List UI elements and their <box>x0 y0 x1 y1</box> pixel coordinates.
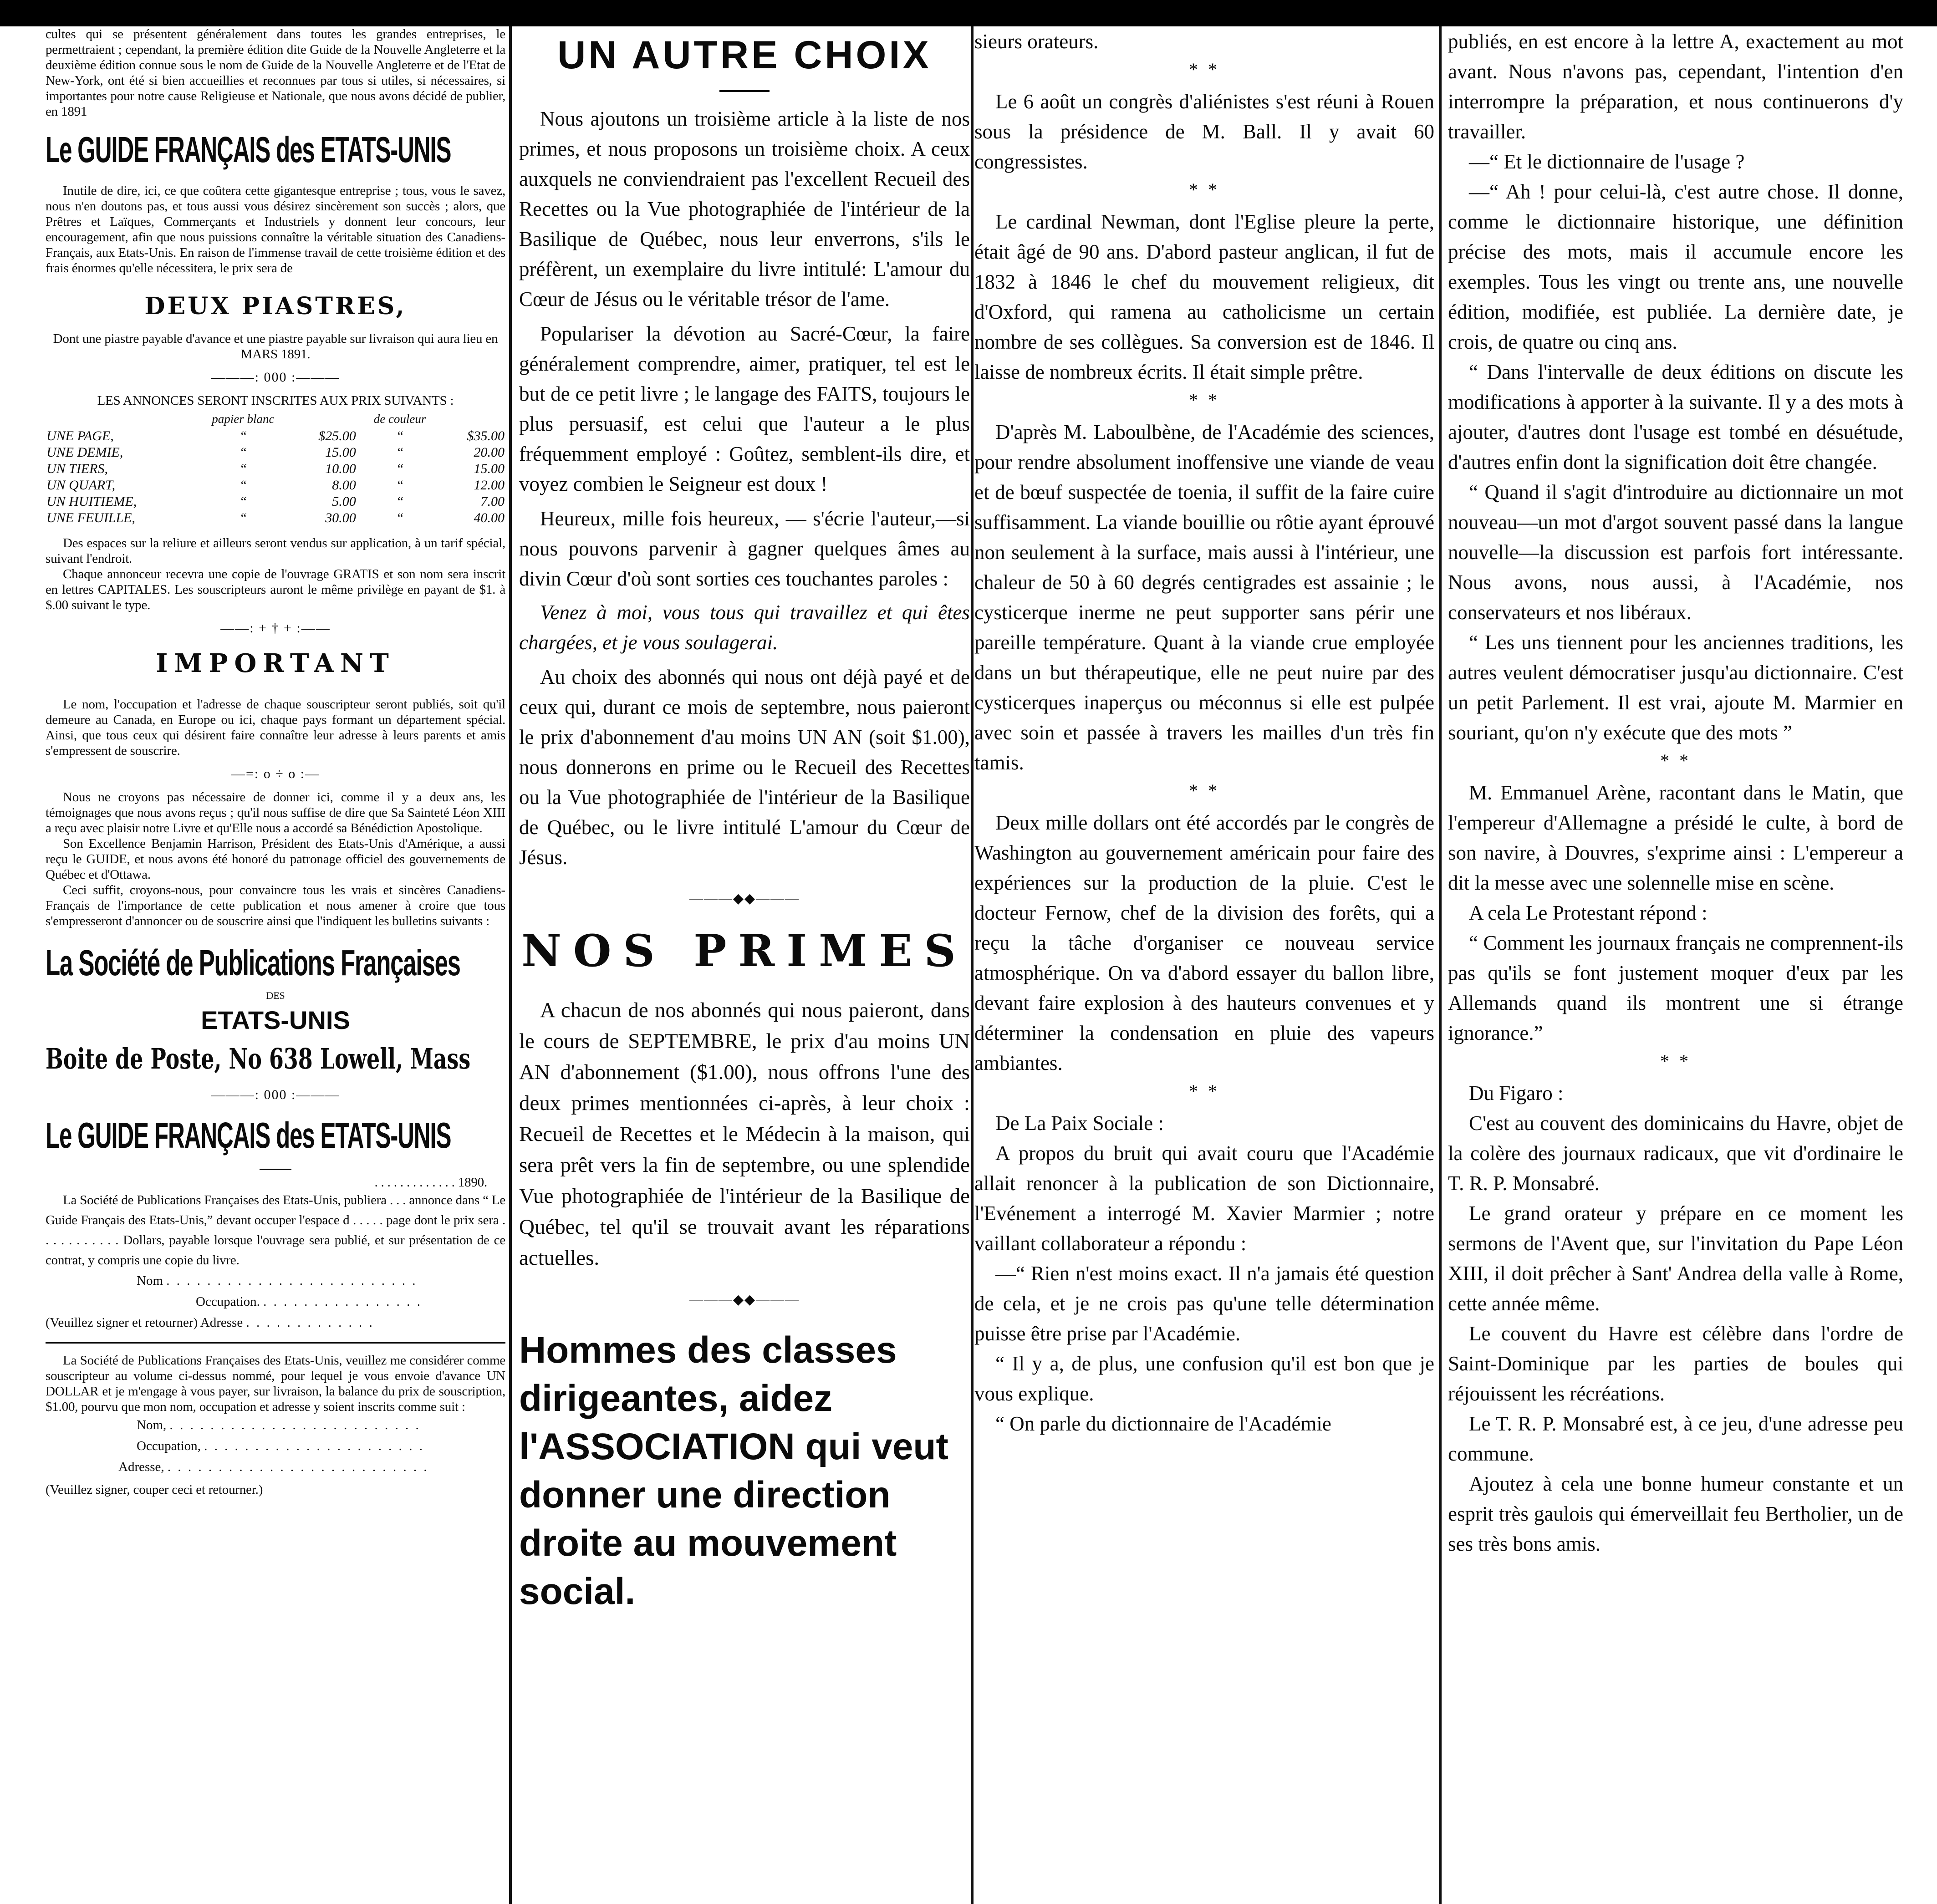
rate-color: 15.00 <box>474 461 505 476</box>
news-paragraph: “ Les uns tiennent pour les anciennes traditions, les autres veulent démocratiser jusqu'au dictionnaire. C'est un petit Parlement. Il est vrai, ajoute M. Marmier en souriant, qu'on n'y exécute que des mots ” <box>1448 631 1903 744</box>
choix-quote: Venez à moi, vous tous qui travaillez et qui êtes chargées, et je vous soulagerai. <box>519 601 970 654</box>
rate-white: $25.00 <box>318 428 356 443</box>
separator: —=: o ÷ o :— <box>231 766 320 781</box>
hommes-heading: Hommes des classes dirigeantes, aidez l'ASSOCIATION qui veut donner une direction droite au mouvement social. <box>519 1329 948 1612</box>
temoignages-text: Nous ne croyons pas nécessaire de donner ici, comme il y a deux ans, les témoignages que nous avons reçus ; qu'il nous suffise de dire que Sa Sainteté Léon XIII a reçu avec plaisir notre Livre et qu'Elle nous a accordé sa Bénédiction Apostolique. <box>46 790 505 835</box>
date-line: . . . . . . . . . . . . . 1890. <box>374 1175 487 1190</box>
news-paragraph: “ Quand il s'agit d'introduire au dictionnaire un mot nouveau—un mot d'argot souvent passé dans la langue nouvelle—la discussion est parfois fort intéressante. Nous avons, nous aussi, à l'Académie, nos conservateurs et nos libéraux. <box>1448 481 1903 624</box>
price-text: Dont une piastre payable d'avance et une piastre payable sur livraison qui aura lieu en MARS 1891. <box>53 331 498 361</box>
choix-paragraph: Heureux, mille fois heureux, — s'écrie l'auteur,—si nous pouvons parvenir à gagner quelques âmes au divin Cœur d'où sont sorties ces touchantes paroles : <box>519 507 970 590</box>
primes-heading: NOS PRIMES <box>521 925 968 977</box>
news-paragraph: “ Comment les journaux français ne comprennent-ils pas qu'ils se font justement moquer d'eux par les Allemands quand ils montrent une si étrange ignorance.” <box>1448 932 1903 1044</box>
news-paragraph: M. Emmanuel Arène, racontant dans le Matin, que l'empereur d'Allemagne a présidé le culte, à bord de son navire, à Douvres, s'exprime ainsi : L'empereur a dit la messe avec une solennelle mise en scène. <box>1448 781 1903 894</box>
stars-divider: * * <box>1660 1051 1691 1071</box>
separator: ———: 000 :——— <box>211 1087 340 1102</box>
news-paragraph: A propos du bruit qui avait couru que l'Académie allait renoncer à la publication de son Dictionnaire, l'Evénement a interrogé M. Xavier Marmier ; notre vaillant collaborateur a répondu : <box>974 1142 1434 1255</box>
gratis-text: Chaque annonceur recevra une copie de l'ouvrage GRATIS et son nom sera inscrit en lettres CAPITALES. Les souscripteurs auront le même privilège en payant de $1. à $.00 suivant le type. <box>46 567 505 612</box>
rate-row <box>46 494 505 510</box>
important-heading: IMPORTANT <box>156 648 395 678</box>
guide-text: Inutile de dire, ici, ce que coûtera cette gigantesque entreprise ; tous, vous le savez, nous n'en doutons pas, et tous aussi vous désirez sincèrement son succès ; alors, que Prêtres et Laïques, Commerçants et Industriels y donnent leur concours, leur encouragement, afin que nous puissions connaître la véritable situation des Canadiens-Français, aux Etats-Unis. En raison de l'immense travail de cette troisième édition et des frais énormes qu'elle nécessitera, le prix sera de <box>46 183 505 275</box>
column-nouvelles <box>974 26 1434 1898</box>
rate-ditto: “ <box>396 461 404 476</box>
column-primes <box>519 26 970 1898</box>
rate-ditto: “ <box>239 461 247 476</box>
rate-color: 40.00 <box>474 510 505 525</box>
contract-text: La Société de Publications Françaises des Etats-Unis, publiera . . . annonce dans “ Le Guide Français des Etats-Unis,” devant occuper l'espace d . . . . . page dont le prix sera . . . . . . . . . . . Dollars, payable lorsque l'ouvrage sera publié, et sur présentation de ce contrat, y compris une copie du livre. <box>46 1193 505 1268</box>
postal-address: Boite de Poste, No 638 Lowell, Mass <box>46 1042 471 1075</box>
rate-color: 7.00 <box>480 494 505 509</box>
news-paragraph: publiés, en est encore à la lettre A, exactement au mot avant. Nous n'avons pas, cependant, l'intention d'en interrompre la préparation, et nous continuerons d'y travailler. <box>1448 30 1903 143</box>
etats-unis-heading: ETATS-UNIS <box>201 1006 350 1034</box>
choix-paragraph: Nous ajoutons un troisième article à la liste de nos primes, et nous proposons un troisième choix. A ceux auxquels ne conviendraient pas l'excellent Recueil des Recettes ou la Vue photographiée de l'intérieur de la Basilique de Québec, nous leur enverrons, s'ils le préfèrent, un exemplaire du livre intitulé: L'amour du Cœur de Jésus ou le véritable trésor de l'ame. <box>519 107 970 311</box>
rates-col-color: de couleur <box>373 412 426 426</box>
stars-divider: * * <box>1189 59 1220 80</box>
rate-row <box>46 477 505 494</box>
rate-ditto: “ <box>396 428 404 443</box>
stars-divider: * * <box>1189 179 1220 200</box>
news-paragraph: “ Il y a, de plus, une confusion qu'il est bon que je vous explique. <box>974 1352 1434 1405</box>
nom2-label: Nom, <box>137 1418 167 1432</box>
rate-ditto: “ <box>396 494 404 509</box>
rate-row <box>46 444 505 461</box>
rate-ditto: “ <box>396 445 404 460</box>
news-paragraph: —“ Ah ! pour celui-là, c'est autre chose. Il donne, comme le dictionnaire historique, une définition précise des mots, mais il accumule encore les exemples. Tous les vingt ou trente ans, une nouvelle édition, modifiée, est publiée. La dernière date, je crois, de quatre ou cinq ans. <box>1448 180 1903 353</box>
column-rule <box>971 26 974 1904</box>
rate-label: UNE DEMIE, <box>46 445 123 460</box>
rate-white: 10.00 <box>325 461 356 476</box>
stars-divider: * * <box>1189 1081 1220 1101</box>
intro-text: cultes qui se présentent généralement dans toutes les grandes entreprises, le permettraient ; cependant, la première édition dite Guide de la Nouvelle Angleterre et la deuxième édition connue sous le nom de Guide de la Nouvelle Angleterre et de l'Etat de New-York, ont été si bien accueillies et reconnues par tous si utiles, si nécessaires, si importantes pour notre cause Religieuse et Nationale, que nous avons décidé de publier, en 1891 <box>46 27 505 119</box>
souscription-form: Nom, . . . . . . . . . . . . . . . . . . . . . . . . . Occupation, . . . . . . . . . . . . . . . . . . . . . . Adresse, . . . . . . . . . . . . . . . . . . . . . . . . . . <box>118 1418 429 1474</box>
rate-ditto: “ <box>239 428 247 443</box>
rate-color: $35.00 <box>467 428 505 443</box>
guide-title-2: Le GUIDE FRANÇAIS des ETATS-UNIS <box>46 1115 451 1156</box>
rate-label: UN TIERS, <box>46 461 108 476</box>
important-text: Le nom, l'occupation et l'adresse de chaque souscripteur seront publiés, soit qu'il demeure au Canada, en Europe ou ici, chaque pays formant un département spécial. Ainsi, que tous ceux qui désirent faire connaître leur adresse à leurs parents et amis s'empressent de souscrire. <box>46 697 505 758</box>
ornament-divider: ———◆◆——— <box>689 891 800 906</box>
column-suite <box>1448 26 1903 1898</box>
rate-row <box>46 510 505 526</box>
rate-ditto: “ <box>239 445 247 460</box>
rate-ditto: “ <box>396 478 404 493</box>
rate-label: UNE PAGE, <box>46 428 114 443</box>
signer-text: (Veuillez signer, couper ceci et retourner.) <box>46 1482 263 1497</box>
contract-form: Nom . . . . . . . . . . . . . . . . . . . . . . . . . Occupation. . . . . . . . . . . . . . . . . (Veuillez signer et retourner) Adresse . . . . . . . . . . . . . <box>46 1273 422 1330</box>
adresse-line: (Veuillez signer et retourner) Adresse <box>46 1315 243 1330</box>
rate-row <box>46 428 505 444</box>
choix-paragraph: Populariser la dévotion au Sacré-Cœur, la faire généralement comprendre, aimer, pratiquer, tel est le but de ce petit livre ; le langage des FAITS, toujours le plus persuasif, est celui que l'auteur a le plus fréquemment employé : Goûtez, semblent-ils dire, et voyez combien le Seigneur est doux ! <box>519 322 970 495</box>
des-label: DES <box>266 990 285 1001</box>
news-paragraph: D'après M. Laboulbène, de l'Académie des sciences, pour rendre absolument inoffensive une viande de veau et de bœuf suspectée de toenia, il suffit de la faire cuire suffisamment. La viande bouillie ou rôtie ayant éprouvé non seulement à la surface, mais aussi à l'intérieur, une chaleur de 50 à 60 degrés centigrades est assainie ; le cysticerque inerme ne peut supporter sans périr une pareille température. Quant à la viande crue employée dans un but thérapeutique, elle ne peut nuire par des cysticerques inaperçus ou méconnus si elle est pulpée avec soin et passée à travers les mailles d'un très fin tamis. <box>974 421 1434 774</box>
news-paragraph: sieurs orateurs. <box>974 30 1099 53</box>
rate-label: UN QUART, <box>46 478 116 493</box>
news-paragraph: Du Figaro : <box>1469 1082 1564 1105</box>
stars-divider: * * <box>1189 390 1220 410</box>
rates-col-paper: papier blanc <box>212 412 275 426</box>
news-paragraph: De La Paix Sociale : <box>995 1112 1164 1135</box>
choix-heading: UN AUTRE CHOIX <box>557 33 932 77</box>
rate-ditto: “ <box>239 478 247 493</box>
column-rule <box>509 26 512 1904</box>
rate-white: 8.00 <box>332 478 356 493</box>
choix-paragraph: Au choix des abonnés qui nous ont déjà payé et de ceux qui, durant ce mois de septembre, nous paieront le prix d'abonnement d'au moins UN AN (soit $1.00), nous donnerons en prime ou le Recueil des Recettes ou la Vue photographiée de l'intérieur de la Basilique de Québec, ou le livre intitulé L'amour du Cœur de Jésus. <box>519 666 970 869</box>
rate-ditto: “ <box>396 510 404 525</box>
rate-row <box>46 461 505 477</box>
news-paragraph: Deux mille dollars ont été accordés par le congrès de Washington au gouvernement américain pour faire des expériences sur la production de la pluie. C'est le docteur Fernow, chef de la division des forêts, qui a reçu la tâche d'organiser ce nouveau service atmosphérique. On va d'abord essayer du ballon libre, devant faire explosion à des hauteurs convenues et y déterminer la condensation en pluie des vapeurs ambiantes. <box>974 811 1434 1074</box>
news-paragraph: C'est au couvent des dominicains du Havre, objet de la colère des journaux radicaux, que vit d'ordinaire le T. R. P. Monsabré. <box>1448 1112 1903 1195</box>
rate-white: 15.00 <box>325 445 356 460</box>
news-paragraph: Le T. R. P. Monsabré est, à ce jeu, d'une adresse peu commune. <box>1448 1412 1903 1465</box>
column-advertisement <box>46 26 505 1898</box>
news-paragraph: Le 6 août un congrès d'aliénistes s'est réuni à Rouen sous la présidence de M. Ball. Il y avait 60 congressistes. <box>974 90 1434 173</box>
news-paragraph: Le grand orateur y prépare en ce moment les sermons de l'Avent que, sur l'invitation du Pape Léon XIII, il doit prêcher à Sant' Andrea della valle à Rome, cette année même. <box>1448 1202 1903 1315</box>
news-paragraph: “ On parle du dictionnaire de l'Académie <box>995 1412 1331 1435</box>
news-paragraph: “ Dans l'intervalle de deux éditions on discute les modifications à apporter à la suivante. Il y a des mots à ajouter, d'autres dont l'usage est tombé en désuétude, d'autres enfin dont la signification doit être changée. <box>1448 361 1903 473</box>
rate-white: 30.00 <box>325 510 356 525</box>
rate-label: UN HUITIEME, <box>46 494 137 509</box>
news-paragraph: Le cardinal Newman, dont l'Eglise pleure la perte, était âgé de 90 ans. D'abord pasteur anglican, il fut de 1832 à 1846 le chef du mouvement religieux, dit d'Oxford, qui ramena au catholicisme un certain nombre de ses collègues. Sa conversion est de 1846. Il laisse de nombreux écrits. Il était simple prêtre. <box>974 210 1434 383</box>
rate-ditto: “ <box>239 494 247 509</box>
news-paragraph: —“ Rien n'est moins exact. Il n'a jamais été question de cela, et je ne crois pas qu'une telle détermination puisse être prise par l'Académie. <box>974 1262 1434 1345</box>
ceci-text: Ceci suffit, croyons-nous, pour convaincre tous les vrais et sincères Canadiens-Français de l'importance de cette publication et nous amener à croire que tous s'empresseront d'annoncer ou de souscrire ainsi que l'indiquent les bulletins suivants : <box>46 883 505 928</box>
price-heading: DEUX PIASTRES, <box>144 292 407 320</box>
rates-intro: LES ANNONCES SERONT INSCRITES AUX PRIX SUIVANTS : <box>97 393 454 408</box>
stars-divider: * * <box>1660 750 1691 771</box>
news-paragraph: —“ Et le dictionnaire de l'usage ? <box>1469 150 1745 173</box>
rate-color: 12.00 <box>474 478 505 493</box>
occupation-label: Occupation. <box>196 1294 260 1309</box>
rates-table <box>46 412 505 526</box>
rate-color: 20.00 <box>474 445 505 460</box>
stars-divider: * * <box>1189 780 1220 801</box>
rate-ditto: “ <box>239 510 247 525</box>
rate-white: 5.00 <box>332 494 356 509</box>
form-divider <box>46 1342 505 1344</box>
special-text: Des espaces sur la reliure et ailleurs seront vendus sur application, à un tarif spécial, suivant l'endroit. <box>46 536 505 566</box>
primes-paragraph: A chacun de nos abonnés qui nous paieront, dans le cours de SEPTEMBRE, le prix d'au moins UN AN d'abonnement ($1.00), nous offrons l'une des deux primes mentionnées ci-après, à leur choix : Recueil de Recettes et le Médecin à la maison, qui sera prêt vers la fin de septembre, ou une splendide Vue photographiée de l'intérieur de la Basilique de Québec, tel qu'il se trouvait avant les réparations actuelles. <box>519 998 970 1270</box>
heading-rule <box>719 90 770 92</box>
adresse2-label: Adresse, <box>118 1460 164 1474</box>
page-top-border <box>0 0 1937 26</box>
ornament-divider: ———◆◆——— <box>689 1292 800 1307</box>
societe-title: La Société de Publications Françaises <box>46 942 460 983</box>
occupation2-label: Occupation, <box>137 1439 201 1453</box>
column-rule <box>1439 26 1442 1904</box>
souscription-text: La Société de Publications Françaises des Etats-Unis, veuillez me considérer comme souscripteur au volume ci-dessus nommé, pour lequel je vous envoie d'avance UN DOLLAR et je m'engage à vous payer, sur livraison, la balance du prix de souscription, $1.00, pourvu que mon nom, occupation et adresse y soient inscrits comme suit : <box>46 1353 505 1414</box>
nom-label: Nom <box>137 1273 163 1288</box>
news-paragraph: Ajoutez à cela une bonne humeur constante et un esprit très gaulois qui émerveillait feu Bertholier, un de ses très bons amis. <box>1448 1472 1903 1555</box>
news-paragraph: Le couvent du Havre est célèbre dans l'ordre de Saint-Dominique par les parties de boules qui réjouissent les récréations. <box>1448 1322 1903 1405</box>
guide-title: Le GUIDE FRANÇAIS des ETATS-UNIS <box>46 129 451 170</box>
news-paragraph: A cela Le Protestant répond : <box>1469 901 1708 924</box>
harrison-text: Son Excellence Benjamin Harrison, Président des Etats-Unis d'Amérique, a aussi reçu le GUIDE, et nous avons été honoré du patronage officiel des gouvernements de Québec et d'Ottawa. <box>46 836 505 882</box>
rate-label: UNE FEUILLE, <box>46 510 135 525</box>
separator: ———: 000 :——— <box>211 370 340 385</box>
separator: ——: + † + :—— <box>220 621 331 636</box>
short-rule <box>260 1169 291 1170</box>
